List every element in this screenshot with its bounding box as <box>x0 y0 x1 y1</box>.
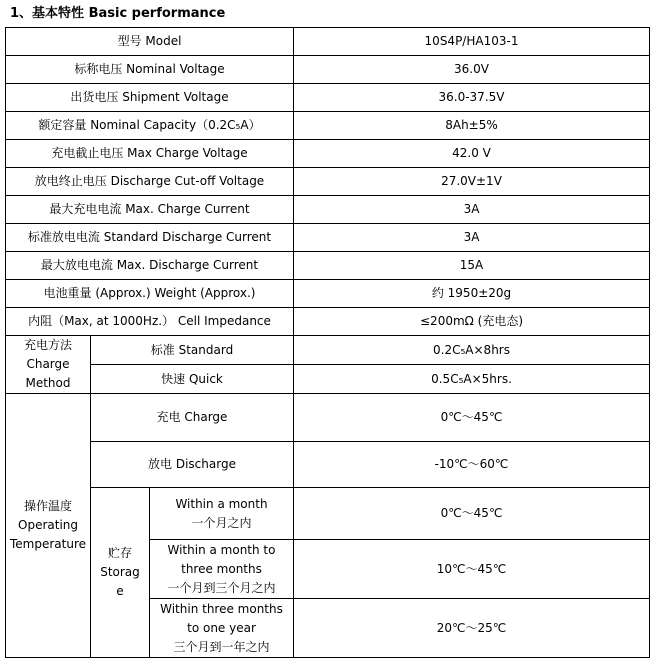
spec-value: 约 1950±20g <box>294 280 650 308</box>
table-row <box>6 442 650 488</box>
spec-label: 放电 Discharge <box>91 442 294 488</box>
spec-label: Within a month to three months 一个月到三个月之内 <box>150 540 294 599</box>
table-row <box>6 112 650 140</box>
spec-value: 36.0-37.5V <box>294 84 650 112</box>
spec-label: 充电 Charge <box>91 394 294 442</box>
spec-value: 10℃～45℃ <box>294 540 650 599</box>
table-row <box>6 28 650 56</box>
spec-label: 放电终止电压 Discharge Cut-off Voltage <box>6 168 294 196</box>
spec-label: 最大充电电流 Max. Charge Current <box>6 196 294 224</box>
table-row <box>6 394 650 442</box>
spec-value: 0.2C₅A×8hrs <box>294 336 650 365</box>
spec-value: -10℃～60℃ <box>294 442 650 488</box>
spec-label: 内阻（Max, at 1000Hz.） Cell Impedance <box>6 308 294 336</box>
spec-value: 20℃～25℃ <box>294 599 650 658</box>
storage-label: 贮存 Storag e <box>91 488 150 658</box>
spec-label: 出货电压 Shipment Voltage <box>6 84 294 112</box>
table-row <box>6 252 650 280</box>
spec-value: 0℃～45℃ <box>294 394 650 442</box>
spec-value: 3A <box>294 196 650 224</box>
table-row <box>6 280 650 308</box>
spec-label: 充电截止电压 Max Charge Voltage <box>6 140 294 168</box>
spec-label: 额定容量 Nominal Capacity（0.2C₅A） <box>6 112 294 140</box>
spec-label: 最大放电电流 Max. Discharge Current <box>6 252 294 280</box>
table-row <box>6 308 650 336</box>
spec-label: 标准放电电流 Standard Discharge Current <box>6 224 294 252</box>
spec-value: 0℃～45℃ <box>294 488 650 540</box>
table-row <box>6 336 650 365</box>
spec-value: 15A <box>294 252 650 280</box>
table-row <box>6 140 650 168</box>
spec-value: 42.0 V <box>294 140 650 168</box>
spec-label: Within three months to one year 三个月到一年之内 <box>150 599 294 658</box>
spec-label: 电池重量 (Approx.) Weight (Approx.) <box>6 280 294 308</box>
basic-performance-table <box>5 27 650 658</box>
spec-label: 快速 Quick <box>91 365 294 394</box>
spec-value: 36.0V <box>294 56 650 84</box>
spec-label: 标称电压 Nominal Voltage <box>6 56 294 84</box>
spec-label: 型号 Model <box>6 28 294 56</box>
spec-value: ≤200mΩ (充电态) <box>294 308 650 336</box>
spec-value: 10S4P/HA103-1 <box>294 28 650 56</box>
spec-value: 27.0V±1V <box>294 168 650 196</box>
spec-value: 0.5C₅A×5hrs. <box>294 365 650 394</box>
table-row <box>6 488 650 540</box>
section-heading: 1、基本特性 Basic performance <box>10 6 226 21</box>
table-row <box>6 84 650 112</box>
table-row <box>6 196 650 224</box>
operating-temperature-label: 操作温度 Operating Temperature <box>6 394 91 658</box>
spec-value: 3A <box>294 224 650 252</box>
spec-value: 8Ah±5% <box>294 112 650 140</box>
spec-label: Within a month 一个月之内 <box>150 488 294 540</box>
table-row <box>6 224 650 252</box>
table-row <box>6 56 650 84</box>
spec-label: 标准 Standard <box>91 336 294 365</box>
table-row <box>6 168 650 196</box>
table-row <box>6 365 650 394</box>
charge-method-label: 充电方法 Charge Method <box>6 336 91 394</box>
